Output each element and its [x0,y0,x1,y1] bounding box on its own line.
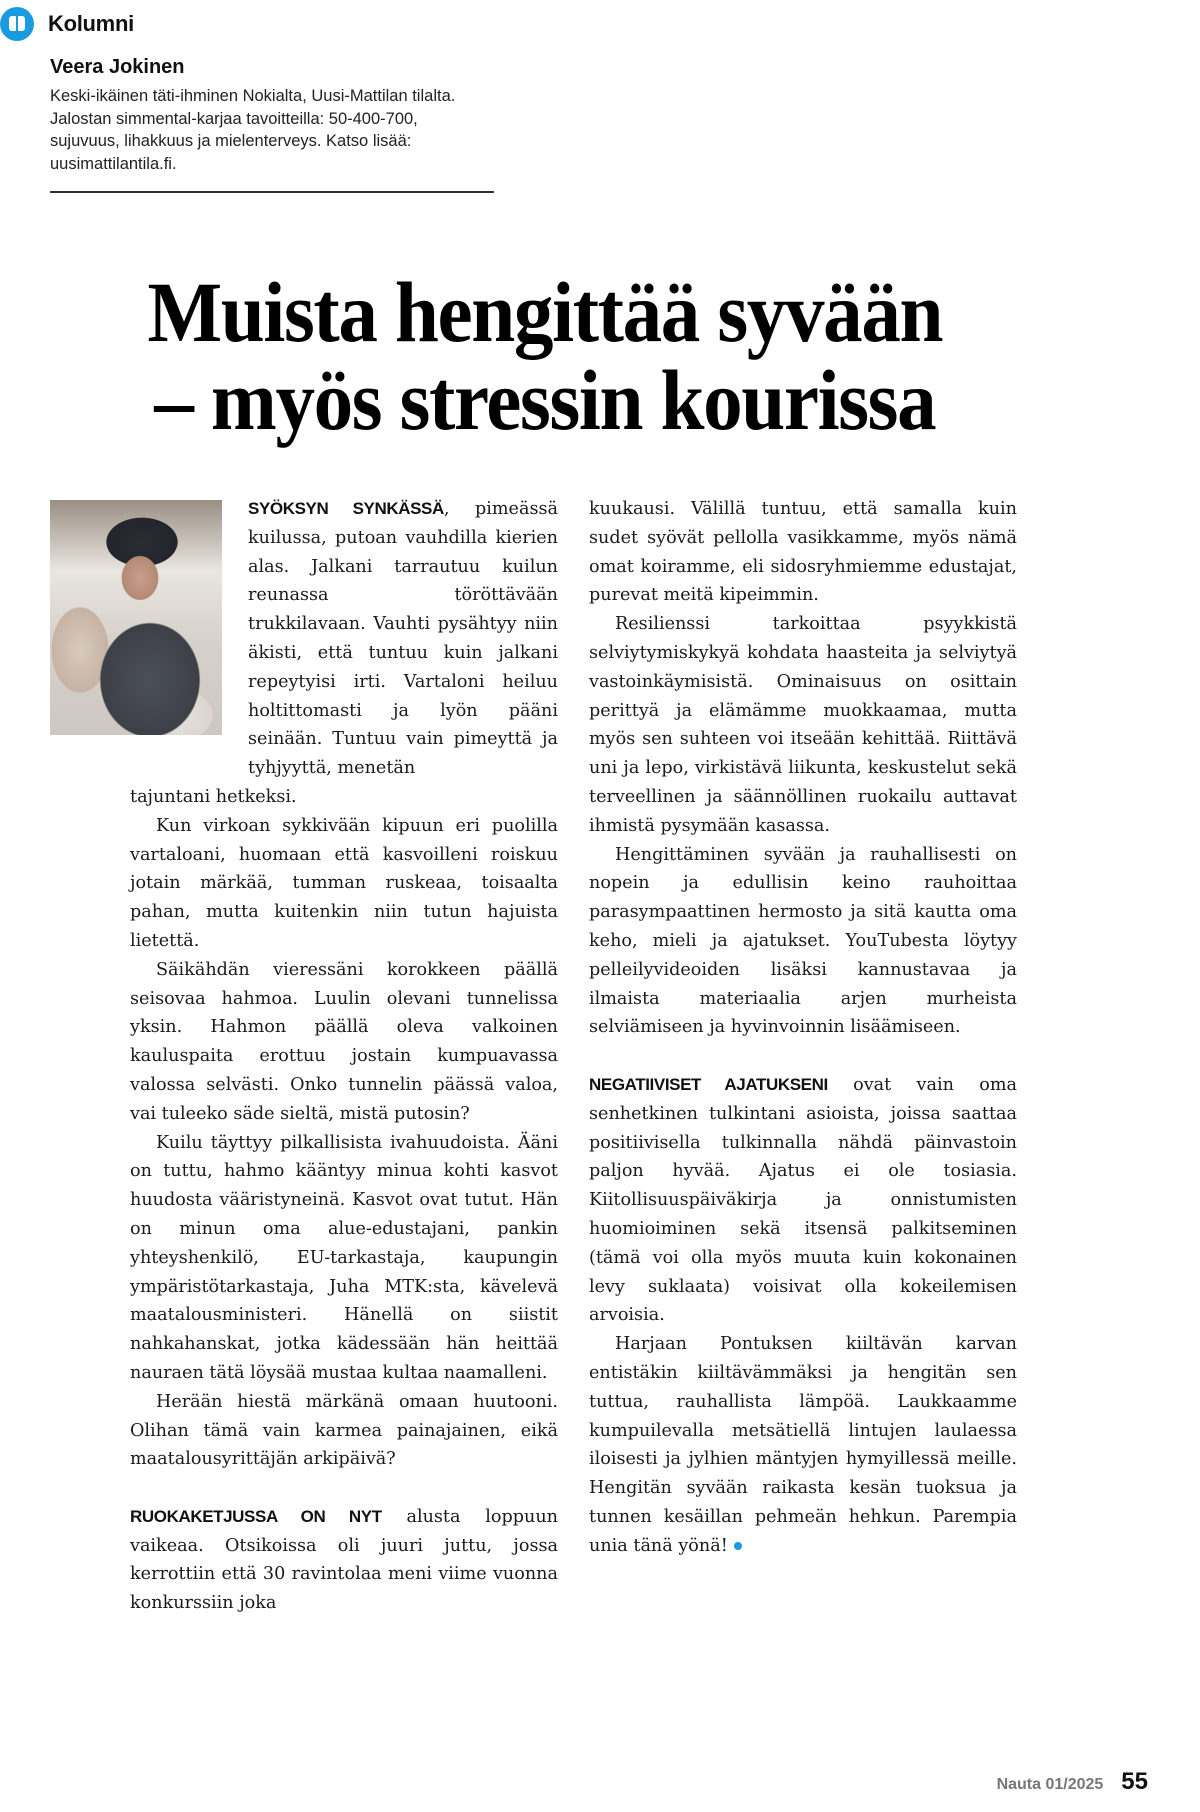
book-icon [0,7,34,41]
paragraph-text: Harjaan Pontuksen kiiltävän karvan entistäkin kiiltävämmäksi ja hengitän sen tuttua, rauhallista lämpöä. Laukkaamme kumpuilevalla metsätiellä lintujen laulaessa iloisesti ja jylhien mäntyjen hymyillessä meille. Hengitän syvään raikasta kesän tuoksua ja tunnen kesäillan pehmeän hehkun. Parempia unia tänä yönä! [589,1334,1017,1556]
paragraph: Herään hiestä märkänä omaan huutooni. Olihan tämä vain karmea painajainen, eikä maatalousyrittäjän arkipäivä? [130,1391,558,1470]
paragraph: Säikähdän vieressäni korokkeen päällä seisovaa hahmoa. Luulin olevani tunnelissa yksin. Hahmon päällä oleva valkoinen kauluspaita erottuu jostain kumpuavassa valossa selvästi. Onko tunnelin päässä valoa, vai tuleeko säde sieltä, mistä putosin? [130,959,558,1124]
article-column-left [130,495,558,1618]
magazine-issue: Nauta 01/2025 [996,1776,1104,1793]
paragraph: Resilienssi tarkoittaa psyykkistä selviytymiskykyä kohdata haasteita ja selviytyä vastoinkäymisistä. Ominaisuus on osittain perittyä ja elämämme muokkaamaa, mutta myös sen suhteen voi itseään kehittää. Riittävä uni ja lepo, virkistävä liikunta, keskustelut sekä terveellinen ja säännöllinen ruokailu auttavat ihmistä pysymään kasassa. [589,614,1017,836]
article-headline [140,264,950,448]
author-bio: Keski-ikäinen täti-ihminen Nokialta, Uusi-Mattilan tilalta. Jalostan simmental-karjaa tavoitteilla: 50-400-700, sujuvuus, lihakkuus ja mielenterveys. Katso lisää: uusimattilantila.fi. [50,87,456,173]
paragraph [130,495,558,812]
paragraph: Hengittäminen syvään ja rauhallisesti on nopein ja edullisin keino rauhoittaa parasympaattinen hermosto ja sitä kautta oma keho, mieli ja ajatukset. YouTubesta löytyy pelleilyvideoiden lisäksi kannustavaa ja ilmaista materiaalia arjen murheista selviämiseen ja hyvinvoinnin lisäämiseen. [589,844,1017,1038]
paragraph: kuukausi. Välillä tuntuu, että samalla kuin sudet syövät pellolla vasikkamme, myös nämä omat koiramme, eli sidosryhmiemme edustajat, purevat meitä kipeimmin. [589,499,1017,606]
paragraph-text: , pimeässä kuilussa, putoan vauhdilla kierien alas. Jalkani tarrautuu kuilun reunassa töröttävään trukkilavaan. Vauhti pysähtyy niin äkisti, että tuntuu kuin jalkani repeytyisi irti. Vartaloni heiluu holtittomasti ja lyön pääni seinään. Tuntuu vain pimeyttä ja tyhjyyttä, menetän [248,499,558,779]
author-box [50,56,492,175]
article-column-right [589,495,1017,1560]
page-footer [997,1768,1148,1796]
lead-in-caps: RUOKAKETJUSSA ON NYT [130,1506,382,1526]
page-number: 55 [1121,1768,1148,1795]
paragraph-text: ovat vain oma senhetkinen tulkintani asioista, joissa saattaa positiivisella tulkinnalla nähdä päinvastoin paljon hyvää. Ajatus ei ole tosiasia. Kiitollisuuspäiväkirja ja onnistumisten huomioiminen sekä itsensä palkitseminen (tämä voi olla myös muuta kuin kokonainen levy suklaata) voisivat olla kokeilemisen arvoisia. [589,1074,1017,1326]
paragraph-tail: tajuntani hetkeksi. [130,786,297,807]
lead-in-caps: NEGATIIVISET AJATUKSENI [589,1074,828,1094]
headline-line-2: – myös stressin kourissa [154,352,936,448]
paragraph [130,1503,558,1618]
end-mark-dot-icon [734,1542,742,1550]
author-divider [50,191,494,193]
paragraph [589,1071,1017,1330]
book-page-left [9,16,16,31]
paragraph [589,1330,1017,1560]
book-page-right [18,16,25,31]
paragraph: Kun virkoan sykkivään kipuun eri puolilla vartaloani, huomaan että kasvoilleni roiskuu jotain märkää, tumman ruskeaa, toisaalta pahan, mutta kuitenkin niin tutun hajuista lietettä. [130,815,558,951]
author-name: Veera Jokinen [50,56,185,78]
paragraph: Kuilu täyttyy pilkallisista ivahuudoista. Ääni on tuttu, hahmo kääntyy minua kohti kasvot huudosta vääristyneinä. Kasvot ovat tutut. Hän on minun oma alue-edustajani, pankin yhteyshenkilö, EU-tarkastaja, kaupungin ympäristötarkastaja, Juha MTK:sta, kävelevä maatalousministeri. Hänellä on siistit nahkahanskat, jotka kädessään hän heittää nauraen tätä löysää mustaa kultaa naamalleni. [130,1132,558,1383]
lead-in-caps: SYÖKSYN SYNKÄSSÄ [248,499,444,518]
headline-line-1: Muista hengittää syvään [147,264,943,360]
column-section-tag [0,6,134,42]
paragraph-text: alusta loppuun vaikeaa. Otsikoissa oli juuri juttu, jossa kerrottiin että 30 ravintolaa meni viime vuonna konkurssiin joka [130,1506,558,1614]
section-label: Kolumni [48,11,134,36]
